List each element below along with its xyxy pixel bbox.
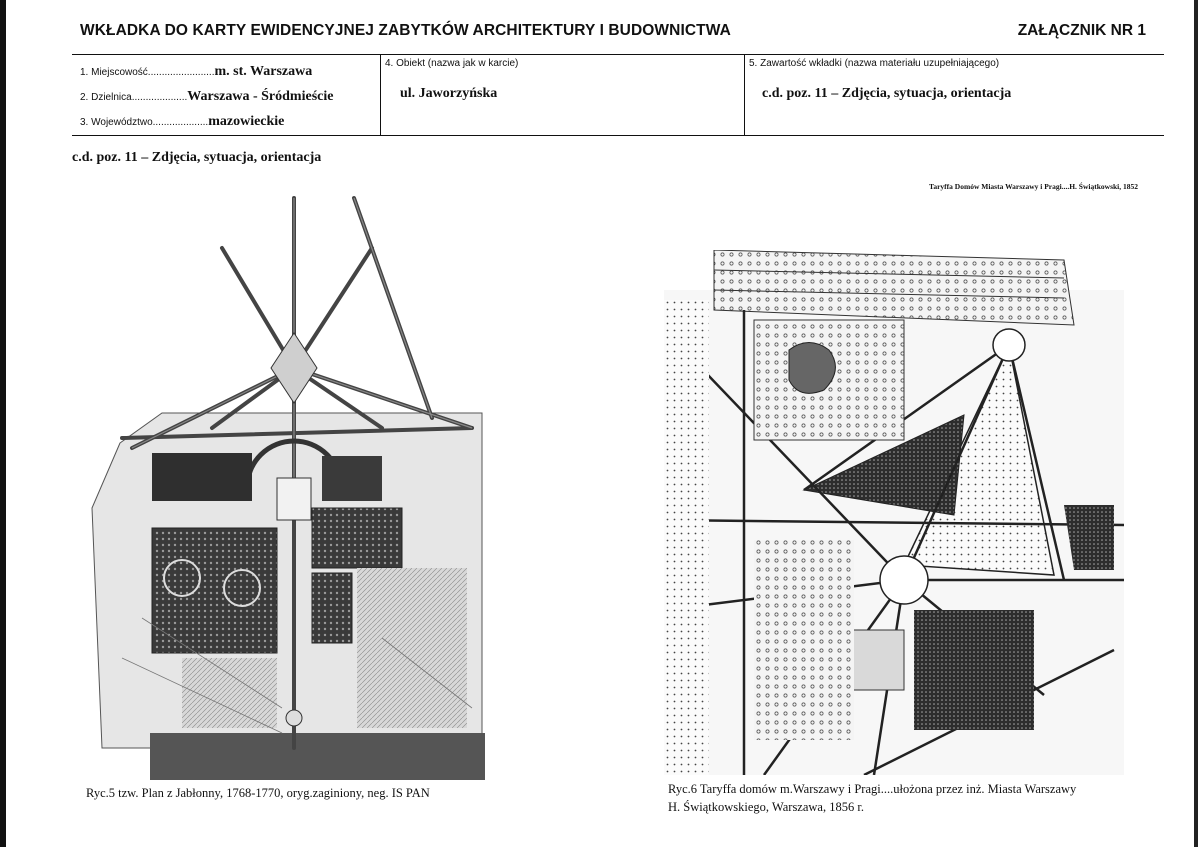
figure-6-street-map bbox=[664, 250, 1124, 775]
form-divider-2 bbox=[744, 55, 745, 135]
figure-6-caption-line2: H. Świątkowskiego, Warszawa, 1856 r. bbox=[668, 800, 864, 814]
section-subheading: c.d. poz. 11 – Zdjęcia, sytuacja, orientacja bbox=[72, 150, 322, 165]
source-note: Taryffa Domów Miasta Warszawy i Pragi....H. Świątkowski, 1852 bbox=[929, 182, 1138, 191]
scan-edge-left bbox=[0, 0, 6, 847]
field-district bbox=[80, 89, 333, 105]
field-district-label: 2. Dzielnica.................... bbox=[80, 92, 188, 103]
field-object-value: ul. Jaworzyńska bbox=[400, 86, 498, 101]
field-district-value: Warszawa - Śródmieście bbox=[187, 89, 334, 104]
form-bottom-border bbox=[72, 135, 1164, 136]
figure-5-caption: Ryc.5 tzw. Plan z Jabłonny, 1768-1770, oryg.zaginiony, neg. IS PAN bbox=[86, 786, 430, 800]
page-title: WKŁADKA DO KARTY EWIDENCYJNEJ ZABYTKÓW ARCHITEKTURY I BUDOWNICTWA bbox=[80, 22, 731, 39]
field-locality-value: m. st. Warszawa bbox=[214, 64, 313, 79]
field-content-value: c.d. poz. 11 – Zdjęcia, sytuacja, orientacja bbox=[762, 86, 1012, 101]
field-content-label: 5. Zawartość wkładki (nazwa materiału uzupełniającego) bbox=[749, 58, 1000, 69]
field-voivodeship bbox=[80, 114, 284, 130]
figure-6-caption-line1: Ryc.6 Taryffa domów m.Warszawy i Pragi....ułożona przez inż. Miasta Warszawy bbox=[668, 782, 1077, 796]
form-divider-1 bbox=[380, 55, 381, 135]
field-locality bbox=[80, 64, 312, 80]
field-voivodeship-value: mazowieckie bbox=[208, 114, 285, 129]
figure-5-historic-plan bbox=[82, 188, 492, 780]
field-locality-label: 1. Miejscowość........................ bbox=[80, 67, 215, 78]
form-top-border bbox=[72, 54, 1164, 55]
field-object-label: 4. Obiekt (nazwa jak w karcie) bbox=[385, 58, 519, 69]
annex-label: ZAŁĄCZNIK NR 1 bbox=[1017, 22, 1146, 39]
scan-edge-right bbox=[1194, 0, 1198, 847]
field-voivodeship-label: 3. Województwo.................... bbox=[80, 117, 209, 128]
